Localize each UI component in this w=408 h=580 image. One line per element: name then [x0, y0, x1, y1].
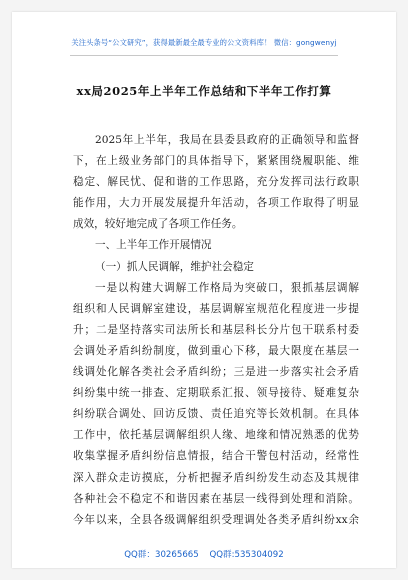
paragraph-line: 会调处矛盾纠纷制度，做到重心下移，最大限度在基层一: [73, 344, 359, 357]
paragraph-line: 各种社会不稳定不和谐因素在基层一线得到处理和消除。: [73, 492, 359, 505]
paragraph-line: 收集掌握矛盾纠纷信息情报，结合干警包村活动，经常性: [73, 450, 359, 463]
paragraph-line: 升；二是坚持落实司法所长和基层科长分片包干联系村委: [73, 323, 359, 336]
paragraph-line: 线调处化解各类社会矛盾纠纷；三是进一步落实社会矛盾: [73, 366, 359, 379]
paragraph-line: 一是以构建大调解工作格局为突破口，狠抓基层调解: [95, 281, 359, 294]
page-footer: [12, 548, 396, 560]
paragraph-line: 2025年上半年，我局在县委县政府的正确领导和监督: [95, 134, 359, 146]
section-heading: 一、上半年工作开展情况: [95, 239, 212, 252]
document-body: [73, 130, 359, 531]
header-divider: [70, 55, 338, 56]
paragraph-line: 组织和人民调解室建设，基层调解室规范化程度进一步提: [73, 302, 359, 315]
paragraph-line: 成效，较好地完成了各项工作任务。: [73, 218, 243, 231]
paragraph-line: 能作用，大力开展发展提升年活动，各项工作取得了明显: [73, 197, 359, 210]
paragraph-line: 工作中，依托基层调解组织人缘、地缘和情况熟悉的优势: [73, 429, 359, 442]
paragraph-line: 深入群众走访摸底，分析把握矛盾纠纷发生动态及其规律: [73, 471, 359, 484]
paragraph-line: 稳定、解民忧、促和谐的工作思路，充分发挥司法行政职: [73, 176, 359, 189]
document-title: xx局2025年上半年工作总结和下半年工作打算: [76, 84, 332, 98]
document-page: [12, 12, 396, 568]
paragraph-line: 纠纷集中统一排查、定期联系汇报、领导接待、疑难复杂: [73, 387, 359, 400]
paragraph-line: 今年以来，全县各级调解组织受理调处各类矛盾纠纷xx余: [73, 513, 359, 526]
paragraph-line: 下，在上级业务部门的具体指导下，紧紧围绕履职能、维: [73, 155, 359, 168]
page-header-note: 关注头条号“公文研究”，获得最新最全最专业的公文资料库！ 微信：gongwenyj: [71, 38, 337, 47]
footer-qq-group-1: QQ群：30265665: [124, 550, 199, 560]
footer-qq-group-2: QQ群:535304092: [209, 550, 284, 560]
paragraph-line: 纠纷联合调处、回访反馈、责任追究等长效机制。在具体: [73, 408, 359, 421]
subsection-heading: （一）抓人民调解，维护社会稳定: [95, 260, 254, 273]
